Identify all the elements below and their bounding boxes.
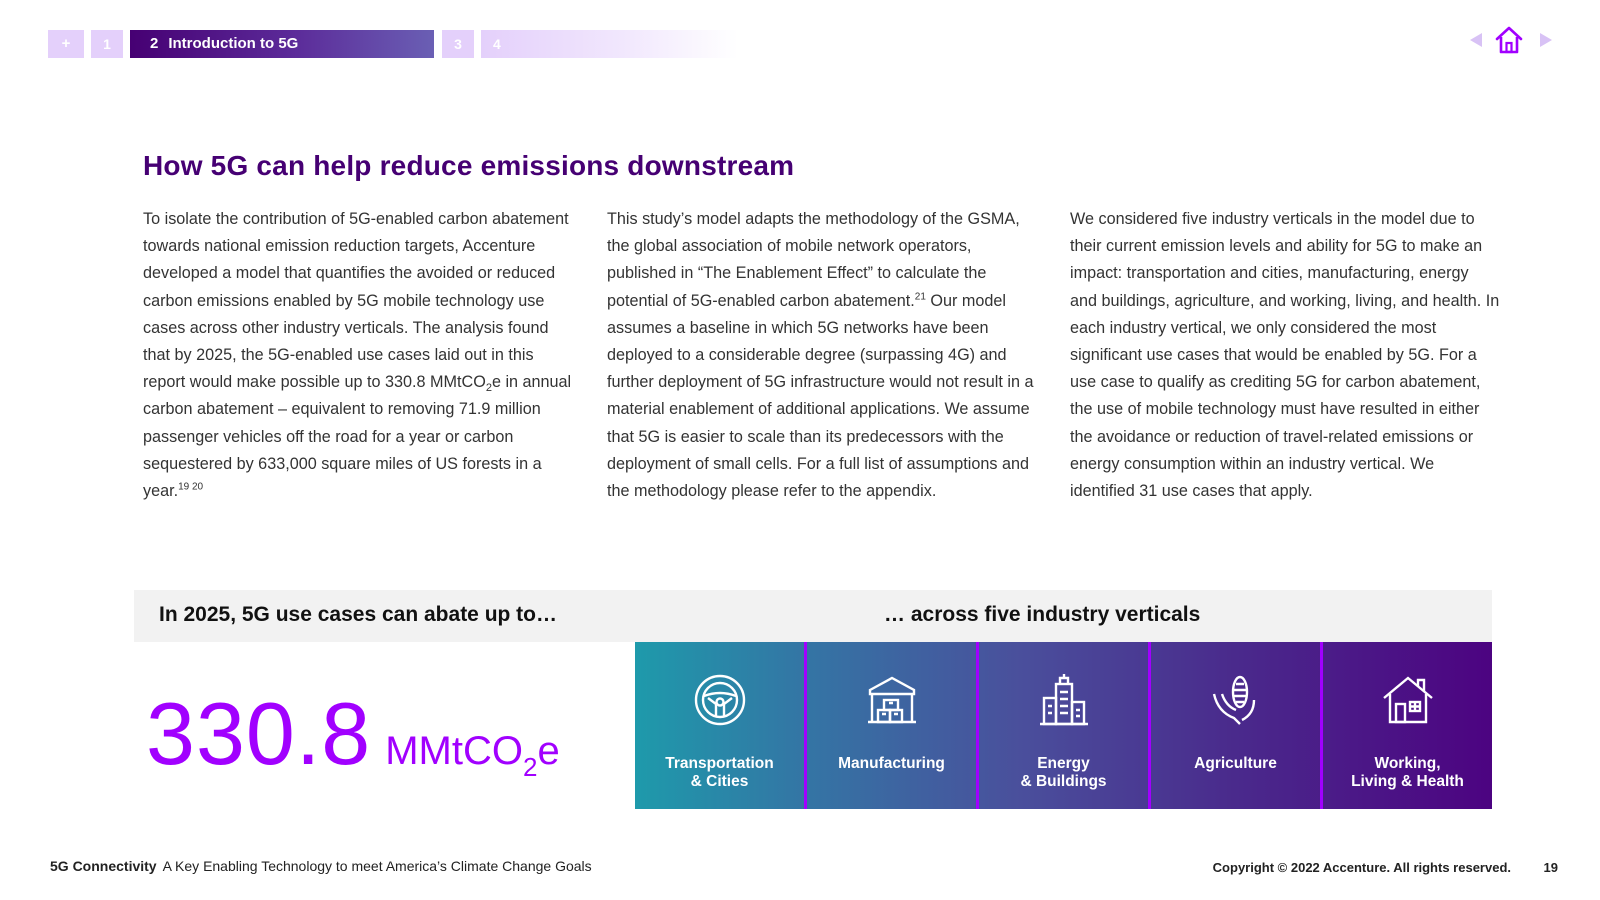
nav-tab-4[interactable]: 4 [481, 30, 738, 58]
nav-tab-2-number: 2 [150, 35, 159, 52]
nav-tab-2-active[interactable] [130, 30, 434, 58]
industry-verticals [635, 642, 1492, 809]
col3-text: We considered five industry verticals in the model due to their current emission levels and ability for 5G to make an impact: transportation and cities, manufacturing, energy and buildings, agriculture, and working, living, and health. In each industry vertical, we only considered the most significant use cases that would be enabled by 5G. For a use case to qualify as crediting 5G for carbon abatement, the use of mobile technology must have resulted in either the avoidance or reduction of travel-related emissions or energy consumption within an industry vertical. We identified 31 use cases that apply. [1070, 210, 1500, 501]
nav-tab-1[interactable]: 1 [91, 30, 123, 58]
vertical-manufacturing[interactable] [804, 642, 976, 809]
factory-icon [864, 672, 920, 728]
page-number: 19 [1543, 860, 1558, 875]
vertical-label: Transportation & Cities [665, 755, 774, 790]
page-controls [1462, 24, 1552, 58]
abatement-unit-tail: e [537, 729, 560, 773]
corn-hand-icon [1208, 672, 1264, 728]
section-nav [48, 30, 738, 58]
vertical-agriculture[interactable] [1148, 642, 1320, 809]
page-title: How 5G can help reduce emissions downstream [143, 150, 795, 181]
abatement-figure [146, 684, 560, 783]
abatement-unit-main: MMtCO [385, 729, 523, 773]
previous-page-arrow-icon[interactable] [1470, 33, 1482, 47]
vertical-label: Energy & Buildings [1020, 755, 1107, 790]
house-icon [1380, 672, 1436, 728]
col1-footnote-ref[interactable]: 19 20 [178, 481, 204, 493]
vertical-label: Agriculture [1194, 755, 1277, 772]
body-column-3 [1070, 206, 1500, 505]
footer-brand: 5G Connectivity [50, 858, 157, 874]
steering-wheel-icon [692, 672, 748, 728]
footer-document-title [50, 858, 592, 874]
nav-tab-2-label: Introduction to 5G [168, 35, 299, 52]
nav-tab-plus[interactable]: + [48, 30, 84, 58]
vertical-energy-buildings[interactable] [976, 642, 1148, 809]
col1-text-after: e in annual carbon abatement – equivalent to removing 71.9 million passenger vehicles off the road for a year or carbon sequestered by 633,000 square miles of US forests in a year. [143, 373, 572, 501]
body-column-1 [143, 206, 573, 505]
stats-heading-band [134, 590, 1492, 642]
body-column-2 [607, 206, 1037, 505]
stats-left-heading: In 2025, 5G use cases can abate up to… [159, 603, 558, 626]
buildings-icon [1036, 672, 1092, 728]
col2-text-before: This study’s model adapts the methodology of the GSMA, the global association of mobile network operators, published in “The Enablement Effect” to calculate the potential of 5G-enabled carbon abatement. [607, 210, 1020, 310]
abatement-value: 330.8 [146, 684, 372, 783]
next-page-arrow-icon[interactable] [1540, 33, 1552, 47]
footer-subtitle: A Key Enabling Technology to meet America’s Climate Change Goals [162, 858, 592, 874]
col1-subscript: 2 [485, 382, 492, 395]
nav-tab-3[interactable]: 3 [442, 30, 474, 58]
col2-text-after: Our model assumes a baseline in which 5G networks have been deployed to a considerable degree (surpassing 4G) and further deployment of 5G infrastructure would not result in a material enablement of additional applications. We assume that 5G is easier to scale than its predecessors with the deployment of small cells. For a full list of assumptions and the methodology please refer to the appendix. [607, 291, 1034, 501]
vertical-label: Manufacturing [838, 755, 945, 772]
vertical-transportation[interactable] [635, 642, 804, 809]
abatement-unit [385, 729, 560, 782]
stats-right-heading: … across five industry verticals [884, 603, 1201, 626]
col1-text-before: To isolate the contribution of 5G-enabled carbon abatement towards national emission reduction targets, Accenture developed a model that quantifies the avoided or reduced carbon emissions enabled by 5G mobile technology use cases across other industry verticals. The analysis found that by 2025, the 5G-enabled use cases laid out in this report would make possible up to 330.8 MMtCO [143, 210, 569, 392]
vertical-working-living-health[interactable] [1320, 642, 1492, 809]
col2-footnote-ref[interactable]: 21 [914, 291, 926, 303]
footer-copyright: Copyright © 2022 Accenture. All rights reserved. [1212, 860, 1511, 875]
vertical-label: Working, Living & Health [1351, 755, 1464, 790]
home-icon[interactable] [1493, 24, 1525, 56]
abatement-unit-sub: 2 [522, 752, 538, 782]
